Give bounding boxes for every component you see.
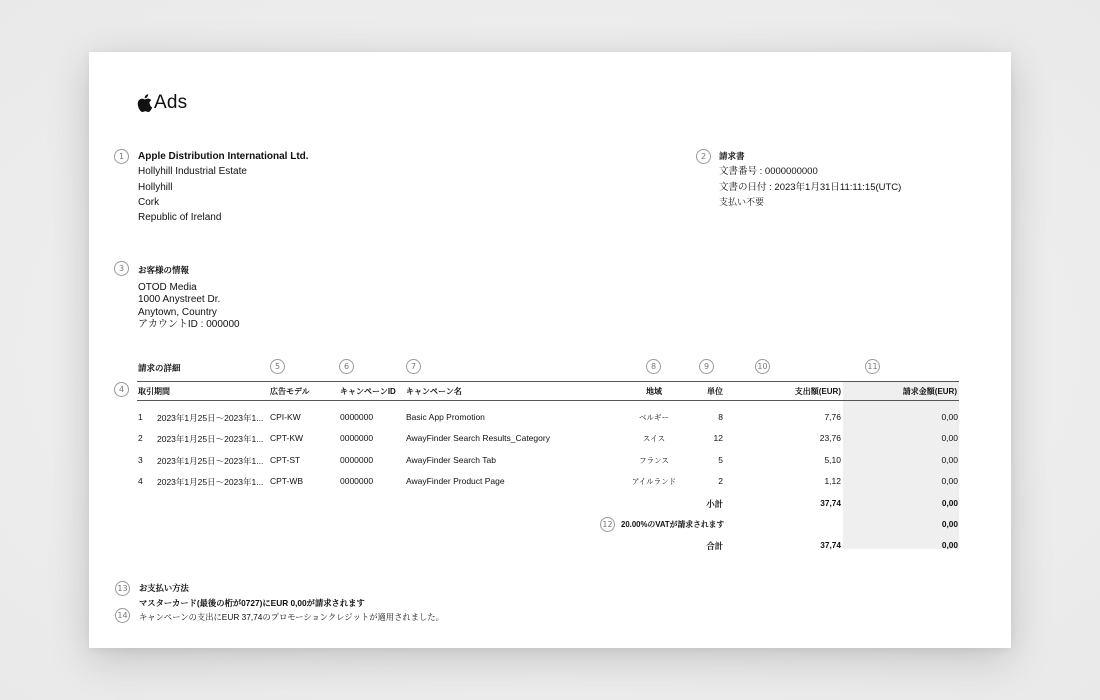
- marker-5: 5: [270, 359, 285, 374]
- row-units: 2: [718, 476, 723, 486]
- seller-address-line: Republic of Ireland: [138, 212, 222, 224]
- vat-label: 20.00%のVATが請求されます: [621, 520, 725, 529]
- row-campaign-id: 0000000: [340, 433, 374, 443]
- column-header-spend: 支出額(EUR): [794, 387, 841, 396]
- credit-note: キャンペーンの支出にEUR 37,74のプロモーションクレジットが適用されました。: [139, 612, 444, 622]
- row-billed: 0,00: [941, 433, 958, 443]
- row-region: フランス: [639, 456, 669, 465]
- row-index: 2: [138, 433, 143, 443]
- row-period: 2023年1月25日〜2023年1...: [157, 434, 264, 444]
- marker-10: 10: [755, 359, 770, 374]
- total-label: 合計: [706, 541, 723, 551]
- row-campaign-id: 0000000: [340, 476, 374, 486]
- marker-4: 4: [114, 382, 129, 397]
- row-spend: 23,76: [819, 433, 841, 443]
- column-header-region: 地域: [646, 387, 662, 396]
- payment-status: 支払い不要: [719, 196, 765, 207]
- document-number: 文書番号 : 0000000000: [719, 166, 818, 178]
- column-header-ad-model: 広告モデル: [270, 387, 310, 396]
- total-billed: 0,00: [941, 540, 958, 550]
- payment-heading: お支払い方法: [139, 583, 189, 593]
- row-spend: 7,76: [824, 412, 841, 422]
- row-region: スイス: [642, 434, 666, 443]
- subtotal-billed: 0,00: [941, 498, 958, 508]
- row-spend: 5,10: [824, 455, 841, 465]
- apple-ads-logo: [137, 92, 187, 114]
- row-campaign-id: 0000000: [340, 412, 374, 422]
- row-ad-model: CPT-KW: [270, 433, 304, 443]
- seller-address-line: Hollyhill: [138, 181, 173, 193]
- row-campaign-id: 0000000: [340, 455, 374, 465]
- marker-9: 9: [699, 359, 714, 374]
- column-header-units: 単位: [707, 387, 723, 396]
- marker-12: 12: [600, 517, 615, 532]
- customer-line: Anytown, Country: [138, 306, 217, 318]
- subtotal-label: 小計: [706, 499, 723, 509]
- marker-13: 13: [115, 581, 130, 596]
- invoice-info: [719, 149, 901, 210]
- row-units: 8: [718, 412, 723, 422]
- column-header-period: 取引期間: [138, 387, 170, 396]
- row-campaign-name: Basic App Promotion: [406, 412, 485, 422]
- row-index: 4: [138, 476, 143, 486]
- row-region: アイルランド: [631, 477, 677, 486]
- marker-2: 2: [696, 149, 711, 164]
- row-units: 5: [718, 455, 723, 465]
- details-heading: 請求の詳細: [138, 363, 181, 373]
- customer-line: アカウントID : 000000: [138, 319, 240, 331]
- seller-address-line: Hollyhill Industrial Estate: [138, 166, 247, 178]
- row-billed: 0,00: [941, 412, 958, 422]
- row-spend: 1,12: [824, 476, 841, 486]
- row-ad-model: CPT-WB: [270, 476, 304, 486]
- row-period: 2023年1月25日〜2023年1...: [157, 413, 264, 423]
- table-top-rule: [137, 381, 959, 382]
- seller-name: Apple Distribution International Ltd.: [138, 151, 309, 162]
- seller-block: [138, 149, 309, 225]
- column-header-billed: 請求金額(EUR): [902, 387, 957, 396]
- marker-6: 6: [339, 359, 354, 374]
- marker-8: 8: [646, 359, 661, 374]
- row-index: 3: [138, 455, 143, 465]
- vat-billed: 0,00: [941, 519, 958, 529]
- subtotal-spend: 37,74: [820, 498, 841, 508]
- marker-1: 1: [114, 149, 129, 164]
- row-campaign-name: AwayFinder Search Tab: [406, 455, 496, 465]
- customer-line: 1000 Anystreet Dr.: [138, 294, 221, 306]
- invoice-sheet: [89, 52, 1011, 648]
- column-header-campaign-id: キャンペーンID: [340, 387, 396, 396]
- row-ad-model: CPI-KW: [270, 412, 301, 422]
- row-billed: 0,00: [941, 455, 958, 465]
- total-spend: 37,74: [820, 540, 841, 550]
- table-header-rule: [137, 400, 959, 401]
- marker-11: 11: [865, 359, 880, 374]
- invoice-title: 請求書: [719, 151, 745, 161]
- row-campaign-name: AwayFinder Search Results_Category: [406, 433, 550, 443]
- logo-text: Ads: [154, 92, 188, 113]
- row-units: 12: [713, 433, 723, 443]
- customer-heading: お客様の情報: [138, 265, 190, 275]
- customer-line: OTOD Media: [138, 282, 197, 293]
- row-ad-model: CPT-ST: [270, 455, 301, 465]
- marker-14: 14: [115, 608, 130, 623]
- marker-7: 7: [406, 359, 421, 374]
- row-period: 2023年1月25日〜2023年1...: [157, 456, 264, 466]
- row-billed: 0,00: [941, 476, 958, 486]
- row-period: 2023年1月25日〜2023年1...: [157, 477, 264, 487]
- apple-logo-icon: [137, 94, 152, 112]
- document-date: 文書の日付 : 2023年1月31日11:11:15(UTC): [719, 181, 902, 193]
- column-header-campaign-name: キャンペーン名: [406, 387, 462, 396]
- row-region: ベルギー: [639, 413, 669, 422]
- marker-3: 3: [114, 261, 129, 276]
- row-campaign-name: AwayFinder Product Page: [406, 476, 505, 486]
- customer-block: [138, 282, 240, 332]
- row-index: 1: [138, 412, 143, 422]
- payment-method: マスターカード(最後の桁が0727)にEUR 0,00が請求されます: [139, 598, 365, 608]
- seller-address-line: Cork: [138, 196, 160, 208]
